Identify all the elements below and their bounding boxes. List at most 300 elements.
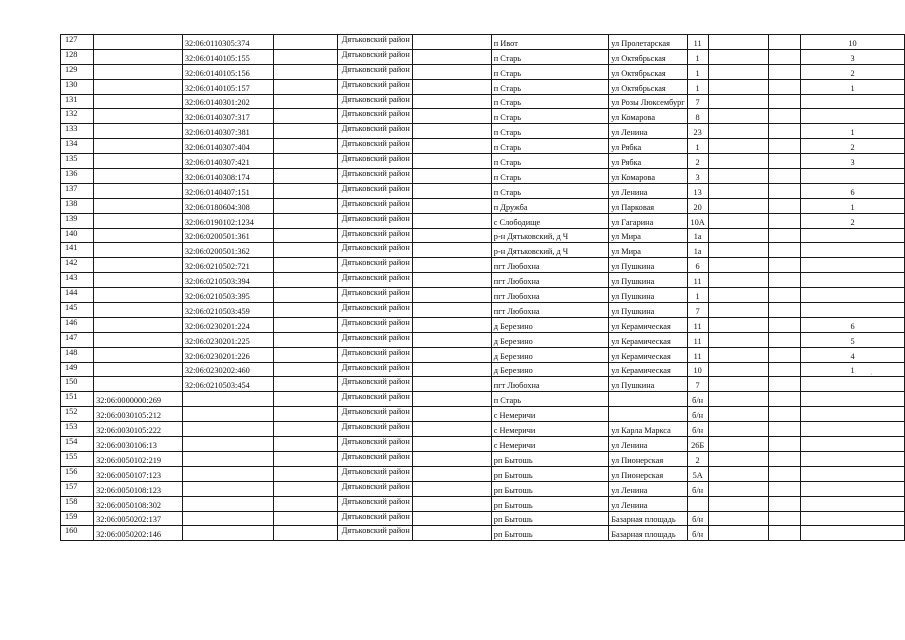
cell-extra-2 [768,377,800,392]
cell-street: ул Ленина [609,481,687,496]
cell-cadastral-number-2: 32:06:0210503:394 [182,273,273,288]
cell-street: ул Пионерская [609,466,687,481]
cell-apartment: 6 [801,317,905,332]
cell-apartment: 2 [801,139,905,154]
cell-extra-1 [708,213,768,228]
cell-street: ул Рябка [609,154,687,169]
cell-settlement: пгт Любохна [491,258,608,273]
cell-district: Дятьковский район [337,213,412,228]
cell-settlement: рп Бытошь [491,511,608,526]
cell-cadastral-number-1 [94,79,183,94]
cell-empty [412,258,491,273]
cell-row-number: 146 [61,317,94,332]
cell-empty [412,317,491,332]
cell-extra-2 [768,64,800,79]
cell-row-number: 128 [61,49,94,64]
cell-street: ул Керамическая [609,362,687,377]
cell-street: ул Керамическая [609,332,687,347]
cell-street: ул Пушкина [609,273,687,288]
cell-apartment [801,169,905,184]
cell-empty [412,35,491,50]
table-row [61,154,905,169]
cell-settlement: п Старь [491,64,608,79]
cell-district: Дятьковский район [337,154,412,169]
cell-district: Дятьковский район [337,347,412,362]
cell-apartment [801,273,905,288]
margin-mark: · [870,370,873,379]
cell-settlement: пгт Любохна [491,303,608,318]
cell-district: Дятьковский район [337,392,412,407]
cell-extra-1 [708,392,768,407]
cell-row-number: 149 [61,362,94,377]
cell-house: б/н [687,422,708,437]
cell-cadastral-number-1 [94,288,183,303]
cell-extra-2 [768,347,800,362]
cell-district: Дятьковский район [337,511,412,526]
cell-street: ул Мира [609,243,687,258]
cell-apartment [801,451,905,466]
cell-empty [412,213,491,228]
cell-extra-1 [708,526,768,541]
cell-cadastral-number-2 [182,451,273,466]
table-row [61,481,905,496]
table-row [61,496,905,511]
cell-empty [273,317,337,332]
cell-row-number: 139 [61,213,94,228]
cell-cadastral-number-1: 32:06:0030106:13 [94,437,183,452]
cell-cadastral-number-1: 32:06:0030105:212 [94,407,183,422]
cell-cadastral-number-2: 32:06:0230201:226 [182,347,273,362]
cell-extra-2 [768,49,800,64]
cell-extra-1 [708,243,768,258]
cell-empty [273,392,337,407]
cell-row-number: 144 [61,288,94,303]
cell-empty [273,451,337,466]
cell-house: 3 [687,169,708,184]
cell-cadastral-number-2: 32:06:0140407:151 [182,183,273,198]
cell-district: Дятьковский район [337,183,412,198]
cell-cadastral-number-2: 32:06:0200501:362 [182,243,273,258]
cell-extra-2 [768,332,800,347]
table-row [61,273,905,288]
cell-apartment: 2 [801,64,905,79]
cell-settlement: рп Бытошь [491,526,608,541]
cell-settlement: рп Бытошь [491,451,608,466]
cell-district: Дятьковский район [337,258,412,273]
cell-row-number: 135 [61,154,94,169]
table-row [61,288,905,303]
cell-settlement: с Немеричи [491,407,608,422]
table-row [61,243,905,258]
cell-district: Дятьковский район [337,243,412,258]
cell-extra-1 [708,437,768,452]
cell-extra-1 [708,511,768,526]
cell-settlement: п Старь [491,183,608,198]
cell-cadastral-number-2: 32:06:0140105:155 [182,49,273,64]
table-row [61,362,905,377]
cell-extra-2 [768,169,800,184]
cell-district: Дятьковский район [337,466,412,481]
cell-empty [412,243,491,258]
cell-cadastral-number-1: 32:06:0050108:123 [94,481,183,496]
cell-cadastral-number-2 [182,496,273,511]
cell-house: 2 [687,451,708,466]
cell-empty [412,49,491,64]
cell-cadastral-number-1 [94,183,183,198]
cell-street [609,392,687,407]
cell-empty [273,228,337,243]
cell-cadastral-number-2: 32:06:0140301:202 [182,94,273,109]
cell-cadastral-number-2 [182,466,273,481]
cell-row-number: 138 [61,198,94,213]
cell-cadastral-number-1 [94,124,183,139]
cell-cadastral-number-1 [94,243,183,258]
cell-settlement: п Старь [491,392,608,407]
cell-settlement: пгт Любохна [491,288,608,303]
cell-empty [273,198,337,213]
cell-cadastral-number-2 [182,422,273,437]
cell-settlement: р-н Дятьковский, д Ч [491,228,608,243]
cell-empty [273,183,337,198]
cell-empty [412,109,491,124]
table-row [61,407,905,422]
cell-row-number: 127 [61,35,94,50]
cell-house: 1 [687,288,708,303]
table-row [61,79,905,94]
cell-cadastral-number-2 [182,437,273,452]
cell-empty [412,303,491,318]
cell-cadastral-number-1: 32:06:0030105:222 [94,422,183,437]
cell-extra-2 [768,317,800,332]
table-row [61,422,905,437]
cell-empty [273,64,337,79]
cell-street: Базарная площадь [609,511,687,526]
cell-empty [412,124,491,139]
cell-extra-1 [708,347,768,362]
cell-extra-1 [708,79,768,94]
cell-house: 10 [687,362,708,377]
cell-district: Дятьковский район [337,317,412,332]
cell-district: Дятьковский район [337,377,412,392]
cell-house: 13 [687,183,708,198]
table-row [61,169,905,184]
cell-district: Дятьковский район [337,422,412,437]
cell-house: б/н [687,526,708,541]
cell-street: ул Пушкина [609,288,687,303]
cell-street: ул Рябка [609,139,687,154]
cell-street: ул Ленина [609,496,687,511]
cell-apartment: 1 [801,362,905,377]
cell-cadastral-number-2: 32:06:0140307:404 [182,139,273,154]
cell-apartment [801,496,905,511]
cell-extra-2 [768,392,800,407]
cell-apartment [801,466,905,481]
cell-street: ул Пушкина [609,377,687,392]
cell-empty [412,422,491,437]
cell-district: Дятьковский район [337,94,412,109]
cell-empty [273,303,337,318]
cell-empty [273,288,337,303]
cell-street: ул Комарова [609,169,687,184]
cell-empty [412,288,491,303]
cell-apartment [801,422,905,437]
cell-extra-1 [708,422,768,437]
cell-cadastral-number-1 [94,198,183,213]
cell-apartment [801,377,905,392]
table-row [61,198,905,213]
cell-empty [273,273,337,288]
cell-house: 11 [687,273,708,288]
cell-cadastral-number-2: 32:06:0180604:308 [182,198,273,213]
cell-cadastral-number-1 [94,169,183,184]
cell-extra-2 [768,183,800,198]
table-row [61,392,905,407]
cell-house: 26Б [687,437,708,452]
cell-cadastral-number-2: 32:06:0110305:374 [182,35,273,50]
cell-apartment [801,258,905,273]
cell-cadastral-number-2: 32:06:0190102:1234 [182,213,273,228]
cell-extra-1 [708,154,768,169]
cell-extra-2 [768,422,800,437]
cell-house: 1а [687,228,708,243]
cell-extra-2 [768,437,800,452]
cell-extra-1 [708,362,768,377]
cell-street: ул Пушкина [609,303,687,318]
cell-apartment [801,303,905,318]
cell-extra-1 [708,169,768,184]
table-row [61,437,905,452]
cell-apartment [801,288,905,303]
cell-cadastral-number-1 [94,109,183,124]
cell-row-number: 142 [61,258,94,273]
cell-extra-2 [768,94,800,109]
cell-empty [412,198,491,213]
cell-cadastral-number-2: 32:06:0230202:460 [182,362,273,377]
cell-house: 6 [687,258,708,273]
cell-apartment: 2 [801,213,905,228]
cell-empty [412,526,491,541]
cell-row-number: 141 [61,243,94,258]
cell-extra-2 [768,213,800,228]
cell-house: 7 [687,377,708,392]
cell-extra-1 [708,94,768,109]
cell-extra-1 [708,183,768,198]
cell-empty [273,377,337,392]
cell-cadastral-number-1 [94,213,183,228]
cell-settlement: п Старь [491,49,608,64]
cell-extra-2 [768,243,800,258]
cell-street: ул Октябрьская [609,49,687,64]
cell-apartment: 1 [801,79,905,94]
cell-empty [412,154,491,169]
cell-street: Базарная площадь [609,526,687,541]
cell-empty [412,183,491,198]
cell-settlement: с Немеричи [491,422,608,437]
cell-house: б/н [687,392,708,407]
cell-house: 20 [687,198,708,213]
cell-extra-1 [708,198,768,213]
cell-house: 1 [687,49,708,64]
table-container [60,34,905,541]
table-row [61,526,905,541]
cell-cadastral-number-2: 32:06:0140307:381 [182,124,273,139]
cell-house: 11 [687,35,708,50]
cell-street: ул Ленина [609,124,687,139]
cell-extra-1 [708,124,768,139]
cell-empty [273,49,337,64]
cell-house: 7 [687,303,708,318]
cell-row-number: 131 [61,94,94,109]
cell-cadastral-number-1: 32:06:0050102:219 [94,451,183,466]
cell-empty [273,169,337,184]
cell-settlement: п Старь [491,154,608,169]
cell-district: Дятьковский район [337,496,412,511]
cell-cadastral-number-1 [94,273,183,288]
cell-empty [412,362,491,377]
cell-street: ул Пушкина [609,258,687,273]
cell-house: 5А [687,466,708,481]
table-row [61,139,905,154]
cell-apartment [801,437,905,452]
cell-street: ул Ленина [609,437,687,452]
cell-street: ул Комарова [609,109,687,124]
cell-empty [273,213,337,228]
cell-district: Дятьковский район [337,332,412,347]
cell-district: Дятьковский район [337,169,412,184]
cell-apartment [801,228,905,243]
cell-empty [412,481,491,496]
cell-settlement: пгт Любохна [491,273,608,288]
cell-settlement: д Березино [491,362,608,377]
cell-extra-2 [768,228,800,243]
cell-extra-2 [768,511,800,526]
cell-row-number: 148 [61,347,94,362]
cell-apartment [801,526,905,541]
cell-cadastral-number-1 [94,258,183,273]
cell-street [609,407,687,422]
table-row [61,64,905,79]
cell-extra-1 [708,228,768,243]
cell-settlement: п Старь [491,109,608,124]
table-row [61,303,905,318]
cell-district: Дятьковский район [337,35,412,50]
cell-house: 8 [687,109,708,124]
cell-apartment [801,392,905,407]
cell-empty [412,347,491,362]
cell-empty [273,332,337,347]
cell-row-number: 143 [61,273,94,288]
cell-cadastral-number-2 [182,392,273,407]
cell-row-number: 157 [61,481,94,496]
cell-settlement: с Слободище [491,213,608,228]
table-row [61,94,905,109]
cell-empty [273,139,337,154]
cell-row-number: 152 [61,407,94,422]
cell-apartment: 3 [801,49,905,64]
cell-cadastral-number-2: 32:06:0140308:174 [182,169,273,184]
cell-extra-1 [708,481,768,496]
cell-street: ул Парковая [609,198,687,213]
table-row [61,109,905,124]
table-row [61,511,905,526]
cell-extra-2 [768,407,800,422]
cell-settlement: п Дружба [491,198,608,213]
cell-street: ул Пионерская [609,451,687,466]
cell-district: Дятьковский район [337,288,412,303]
cell-house: 10А [687,213,708,228]
cell-district: Дятьковский район [337,481,412,496]
cell-empty [412,496,491,511]
cell-empty [412,407,491,422]
cell-settlement: п Старь [491,169,608,184]
cell-house: 1 [687,79,708,94]
cell-extra-1 [708,49,768,64]
cell-district: Дятьковский район [337,362,412,377]
cell-cadastral-number-1 [94,362,183,377]
cell-cadastral-number-2: 32:06:0140307:421 [182,154,273,169]
cell-empty [273,407,337,422]
table-row [61,332,905,347]
cell-district: Дятьковский район [337,198,412,213]
cell-district: Дятьковский район [337,407,412,422]
cell-street: ул Розы Люксембург [609,94,687,109]
cell-empty [273,347,337,362]
cell-cadastral-number-1 [94,154,183,169]
table-row [61,183,905,198]
cell-house: 1 [687,64,708,79]
cell-district: Дятьковский район [337,526,412,541]
cell-district: Дятьковский район [337,437,412,452]
cell-settlement: д Березино [491,347,608,362]
cell-district: Дятьковский район [337,64,412,79]
cell-empty [412,377,491,392]
cell-district: Дятьковский район [337,79,412,94]
cell-apartment: 5 [801,332,905,347]
cell-district: Дятьковский район [337,303,412,318]
table-row [61,377,905,392]
cell-house: 23 [687,124,708,139]
cell-district: Дятьковский район [337,49,412,64]
table-body [61,35,905,541]
cell-empty [273,466,337,481]
cell-cadastral-number-1 [94,35,183,50]
cell-cadastral-number-1: 32:06:0050108:302 [94,496,183,511]
cell-street: ул Ленина [609,183,687,198]
cell-settlement: пгт Любохна [491,377,608,392]
cell-settlement: п Старь [491,139,608,154]
cell-cadastral-number-2: 32:06:0230201:225 [182,332,273,347]
cell-empty [412,332,491,347]
cell-settlement: рп Бытошь [491,481,608,496]
cell-house: б/н [687,407,708,422]
table-row [61,451,905,466]
cell-district: Дятьковский район [337,451,412,466]
cell-cadastral-number-1 [94,64,183,79]
table-row [61,124,905,139]
cell-cadastral-number-1 [94,49,183,64]
cell-cadastral-number-2 [182,481,273,496]
table-row [61,258,905,273]
cell-street: ул Гагарина [609,213,687,228]
cell-apartment [801,407,905,422]
cell-cadastral-number-2: 32:06:0140105:156 [182,64,273,79]
cell-empty [412,451,491,466]
cell-empty [273,243,337,258]
cell-house: 1а [687,243,708,258]
cell-settlement: п Ивот [491,35,608,50]
cell-apartment [801,94,905,109]
cell-extra-2 [768,526,800,541]
